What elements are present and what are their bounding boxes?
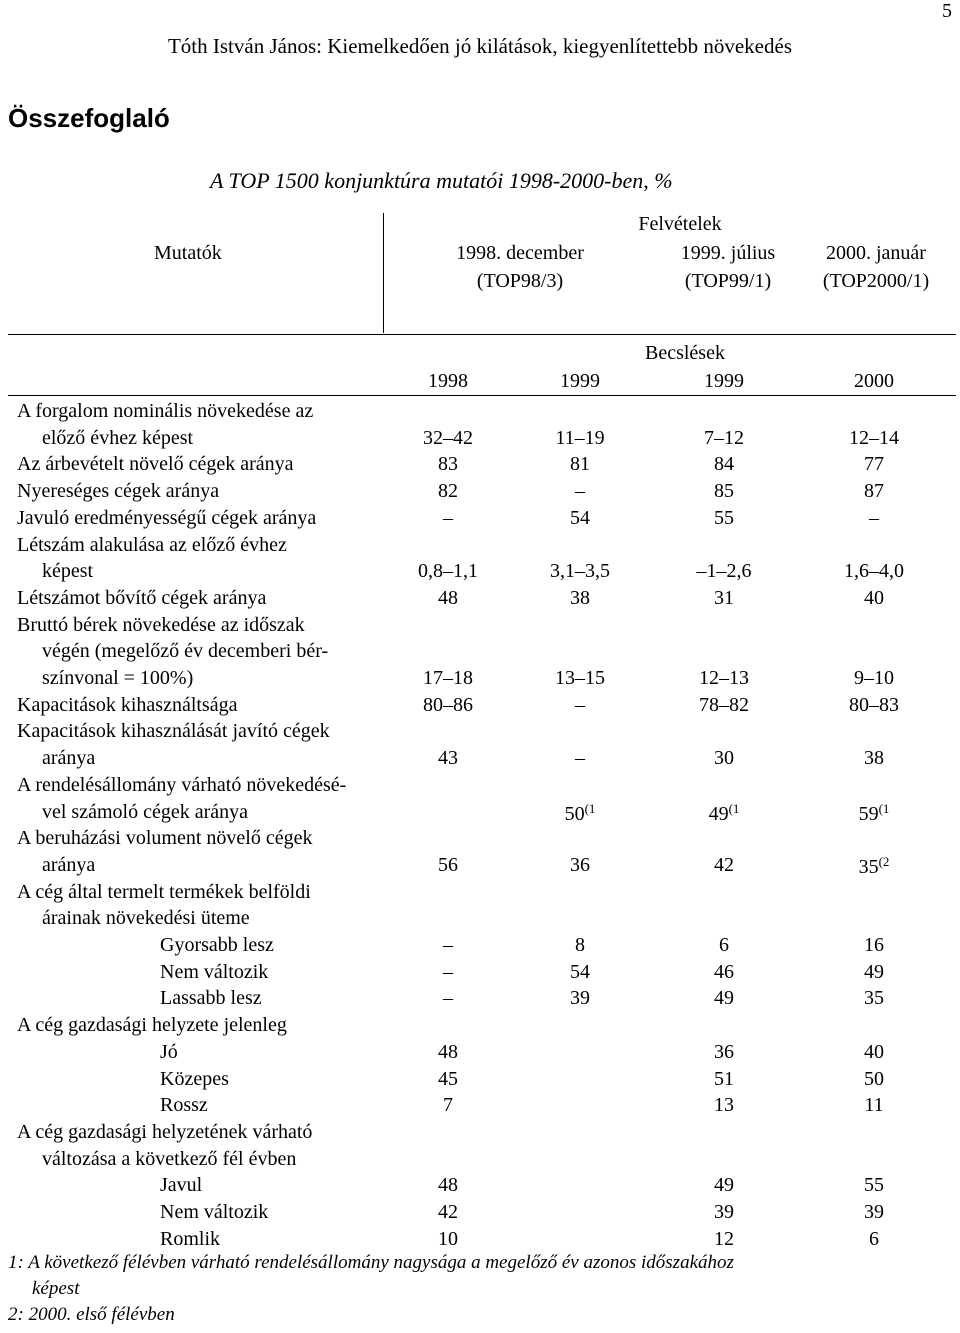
table-cell	[510, 801, 650, 826]
table-cell	[804, 694, 944, 717]
survey-code-1: (TOP98/3)	[476, 270, 564, 292]
table-cell	[804, 667, 944, 690]
row-label: színvonal = 100%)	[42, 667, 194, 689]
table-cell	[378, 667, 518, 690]
cell-value: 39	[714, 1201, 734, 1223]
row-label: Nem változik	[160, 960, 269, 983]
section-title: Összefoglaló	[8, 103, 170, 133]
cell-value: 6	[719, 934, 729, 956]
cell-value: 35	[858, 855, 879, 878]
table-cell	[510, 587, 650, 610]
cell-value: 40	[864, 586, 884, 609]
header-divider	[383, 213, 384, 333]
table-cell	[654, 934, 794, 957]
table-cell	[804, 987, 944, 1010]
cell-value: 87	[864, 480, 884, 503]
header-rule	[8, 334, 956, 335]
cell-value: 48	[438, 586, 458, 609]
row-label: Javuló eredményességű cégek aránya	[17, 506, 317, 529]
row-label: Rossz	[160, 1094, 208, 1117]
cell-value: 49	[714, 987, 734, 1010]
cell-value: 7–12	[704, 426, 744, 449]
table-cell	[378, 854, 518, 877]
years-rule	[8, 395, 956, 396]
cell-value: 46	[714, 960, 734, 983]
cell-value: 17–18	[423, 667, 473, 689]
row-label: változása a következő fél évben	[42, 1147, 297, 1170]
table-cell	[804, 1201, 944, 1224]
footnote-2: 2: 2000. első félévben	[8, 1304, 175, 1325]
table-cell	[378, 747, 518, 770]
table-cell	[378, 427, 518, 450]
cell-value: –	[443, 987, 453, 1010]
table-cell	[378, 694, 518, 717]
table-cell	[654, 480, 794, 503]
table-cell	[804, 1068, 944, 1091]
table-cell	[378, 587, 518, 610]
footnote-1: 1: A következő félévben várható rendelésállomány nagysága a megelőző év azonos időszakához	[8, 1252, 734, 1273]
cell-value: 50	[864, 1067, 884, 1090]
row-label: Létszám alakulása az előző évhez	[17, 533, 287, 556]
cell-value: 32–42	[423, 426, 473, 449]
estimates-label: Becslések	[645, 342, 725, 364]
cell-value: 59	[858, 802, 879, 825]
table-cell	[804, 1041, 944, 1064]
cell-value: 11	[864, 1094, 884, 1117]
cell-value: 49	[864, 960, 884, 983]
row-label: A cég által termelt termékek belföldi	[17, 880, 311, 903]
cell-value: 83	[438, 453, 458, 476]
table-caption: A TOP 1500 konjunktúra mutatói 1998-2000-ben, %	[210, 168, 673, 193]
row-label: Közepes	[160, 1067, 229, 1090]
row-label: aránya	[42, 747, 96, 770]
table-cell	[510, 427, 650, 450]
row-label: képest	[42, 560, 94, 583]
table-cell	[510, 987, 650, 1010]
row-label: előző évhez képest	[42, 426, 194, 449]
table-cell	[804, 427, 944, 450]
table-cell	[654, 1041, 794, 1064]
cell-value: 6	[869, 1227, 879, 1250]
table-cell	[378, 934, 518, 957]
table-cell	[510, 480, 650, 503]
cell-value: 42	[714, 853, 734, 876]
table-cell	[378, 480, 518, 503]
cell-value: 49	[714, 1174, 734, 1197]
table-cell	[378, 1228, 518, 1251]
cell-value: 11–19	[555, 426, 605, 449]
cell-value: 55	[864, 1174, 884, 1197]
cell-value: 80–83	[849, 693, 899, 716]
row-label: aránya	[42, 853, 96, 876]
survey-code-2: (TOP99/1)	[684, 270, 772, 292]
cell-value: 50	[564, 802, 585, 825]
row-label: árainak növekedési üteme	[42, 907, 250, 930]
row-label: Nem változik	[160, 1201, 269, 1223]
cell-value: 36	[714, 1040, 734, 1063]
row-label: A beruházási volument növelő cégek	[17, 827, 313, 850]
table-cell	[654, 587, 794, 610]
survey-date-1: 1998. december	[456, 242, 584, 264]
row-label: Kapacitások kihasználását javító cégek	[17, 720, 330, 743]
cell-value: –	[575, 480, 585, 503]
table-cell	[378, 453, 518, 476]
cell-value: 81	[570, 453, 590, 476]
table-cell	[804, 1094, 944, 1117]
row-label: A forgalom nominális növekedése az	[17, 400, 314, 422]
cell-value: 40	[864, 1040, 884, 1063]
footnote-marker: (1	[584, 800, 596, 816]
row-label: Az árbevételt növelő cégek aránya	[17, 453, 294, 476]
table-cell	[654, 961, 794, 984]
table-cell	[804, 480, 944, 503]
cell-value: 12–14	[849, 426, 899, 449]
cell-value: –	[575, 747, 585, 770]
table-cell	[804, 854, 944, 879]
row-label: Gyorsabb lesz	[160, 934, 274, 956]
cell-value: 39	[570, 987, 590, 1010]
table-cell	[804, 961, 944, 984]
row-label: A cég gazdasági helyzetének várható	[17, 1120, 313, 1143]
cell-value: 36	[570, 853, 590, 876]
table-cell	[654, 453, 794, 476]
cell-value: 13	[714, 1094, 734, 1117]
surveys-label: Felvételek	[638, 213, 722, 235]
cell-value: 38	[570, 586, 590, 609]
cell-value: 8	[575, 934, 585, 956]
table-cell	[804, 1228, 944, 1251]
table-cell	[804, 934, 944, 957]
table-cell	[654, 427, 794, 450]
cell-value: 85	[714, 480, 734, 503]
row-label: Bruttó bérek növekedése az időszak	[17, 613, 305, 636]
cell-value: –1–2,6	[696, 560, 752, 583]
row-label: Nyereséges cégek aránya	[17, 480, 220, 503]
cell-value: 42	[438, 1201, 458, 1223]
cell-value: 49	[708, 802, 729, 825]
table-cell	[378, 560, 518, 583]
survey-date-2: 1999. július	[680, 242, 776, 264]
table-cell	[654, 560, 794, 583]
row-label: Jó	[160, 1040, 178, 1063]
cell-value: 54	[570, 506, 590, 529]
table-cell	[378, 1174, 518, 1197]
cell-value: 1,6–4,0	[844, 560, 904, 583]
cell-value: 31	[714, 586, 734, 609]
survey-date-3: 2000. január	[826, 242, 926, 264]
footnote-marker: (2	[878, 853, 890, 869]
year-3: 1999	[704, 370, 744, 392]
table-cell	[654, 747, 794, 770]
row-label: Kapacitások kihasználtsága	[17, 693, 238, 716]
table-cell	[510, 961, 650, 984]
table-cell	[654, 667, 794, 690]
cell-value: –	[443, 506, 453, 529]
cell-value: 3,1–3,5	[550, 560, 610, 583]
cell-value: –	[869, 506, 879, 529]
table-cell	[510, 507, 650, 530]
cell-value: 43	[438, 747, 458, 770]
cell-value: 55	[714, 506, 734, 529]
row-label: Lassabb lesz	[160, 987, 262, 1010]
table-cell	[654, 1201, 794, 1224]
table-cell	[510, 694, 650, 717]
year-4: 2000	[854, 370, 894, 392]
table-cell	[510, 667, 650, 690]
cell-value: 82	[438, 480, 458, 503]
cell-value: 30	[714, 747, 734, 770]
row-label: Létszámot bővítő cégek aránya	[17, 586, 267, 609]
row-header: Mutatók	[154, 242, 222, 264]
table-cell	[654, 1174, 794, 1197]
row-label: A rendelésállomány várható növekedésé-	[17, 773, 347, 796]
table-cell	[654, 1228, 794, 1251]
cell-value: 80–86	[423, 693, 473, 716]
cell-value: 48	[438, 1174, 458, 1197]
cell-value: 10	[438, 1227, 458, 1250]
table-cell	[378, 507, 518, 530]
table-cell	[804, 747, 944, 770]
cell-value: 77	[864, 453, 884, 476]
cell-value: –	[443, 960, 453, 983]
table-cell	[654, 854, 794, 877]
running-header: Tóth István János: Kiemelkedően jó kilátások, kiegyenlítettebb növekedés	[167, 34, 792, 58]
table-cell	[654, 987, 794, 1010]
table-cell	[804, 801, 944, 826]
year-2: 1999	[560, 370, 600, 392]
table-cell	[654, 801, 794, 826]
table-cell	[510, 453, 650, 476]
row-label: Javul	[160, 1174, 203, 1197]
cell-value: 38	[864, 747, 884, 770]
table-cell	[378, 1094, 518, 1117]
row-label: végén (megelőző év decemberi bér-	[42, 640, 329, 663]
table-cell	[510, 934, 650, 957]
cell-value: 16	[864, 934, 884, 956]
cell-value: 56	[438, 853, 458, 876]
table-cell	[804, 1174, 944, 1197]
row-label: A cég gazdasági helyzete jelenleg	[17, 1014, 287, 1037]
table-cell	[510, 854, 650, 877]
cell-value: 45	[438, 1067, 458, 1090]
table-cell	[378, 1201, 518, 1224]
table-cell	[378, 1068, 518, 1091]
table-cell	[510, 560, 650, 583]
row-label: vel számoló cégek aránya	[42, 800, 249, 823]
cell-value: –	[443, 934, 453, 956]
cell-value: 35	[864, 987, 884, 1010]
cell-value: 78–82	[699, 693, 749, 716]
cell-value: 12	[714, 1227, 734, 1250]
cell-value: 48	[438, 1040, 458, 1063]
cell-value: 13–15	[555, 667, 605, 689]
cell-value: 7	[443, 1094, 453, 1117]
cell-value: 54	[570, 960, 590, 983]
table-cell	[378, 987, 518, 1010]
table-cell	[804, 587, 944, 610]
footnote-1-cont: képest	[32, 1278, 80, 1299]
cell-value: –	[575, 693, 585, 716]
cell-value: 9–10	[854, 667, 894, 689]
page-number: 5	[942, 0, 952, 22]
table-cell	[804, 453, 944, 476]
table-cell	[654, 694, 794, 717]
row-label: Romlik	[160, 1227, 221, 1250]
year-1: 1998	[428, 370, 468, 392]
cell-value: 39	[864, 1201, 884, 1223]
table-cell	[804, 507, 944, 530]
cell-value: 0,8–1,1	[418, 560, 478, 583]
cell-value: 51	[714, 1067, 734, 1090]
table-cell	[510, 747, 650, 770]
table-cell	[378, 1041, 518, 1064]
footnote-marker: (1	[878, 800, 890, 816]
table-cell	[654, 507, 794, 530]
table-cell	[654, 1094, 794, 1117]
table-cell	[654, 1068, 794, 1091]
cell-value: 12–13	[699, 667, 749, 689]
footnote-marker: (1	[728, 800, 740, 816]
table-cell	[378, 961, 518, 984]
survey-code-3: (TOP2000/1)	[822, 270, 930, 292]
table-cell	[804, 560, 944, 583]
cell-value: 84	[714, 453, 734, 476]
